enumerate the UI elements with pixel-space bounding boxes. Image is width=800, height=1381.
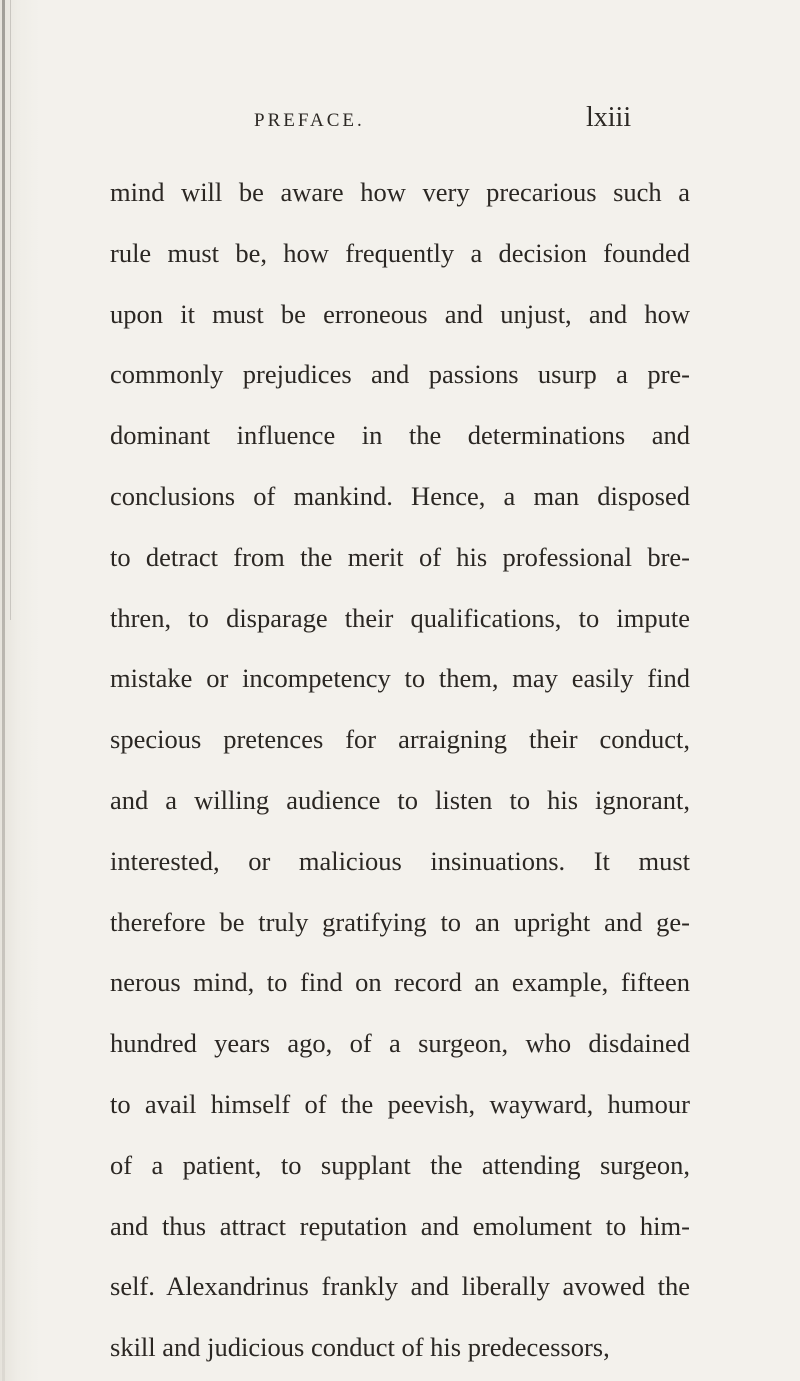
text-line: of a patient, to supplant the attending surgeon, xyxy=(110,1149,690,1180)
text-line: dominant influence in the determinations and xyxy=(110,420,690,451)
text-line: conclusions of mankind. Hence, a man disposed xyxy=(110,480,690,511)
text-line: thren, to disparage their qualifications, to impute xyxy=(110,602,690,633)
text-line: interested, or malicious insinuations. It must xyxy=(110,845,690,876)
text-line: and a willing audience to listen to his ignorant, xyxy=(110,784,690,815)
text-line: commonly prejudices and passions usurp a pre- xyxy=(110,359,690,390)
text-line: and thus attract reputation and emolument to him- xyxy=(110,1210,690,1241)
text-line: hundred years ago, of a surgeon, who disdained xyxy=(110,1028,690,1059)
text-line: self. Alexandrinus frankly and liberally avowed the xyxy=(110,1271,690,1302)
text-line: to detract from the merit of his professional bre- xyxy=(110,541,690,572)
text-line: upon it must be erroneous and unjust, and how xyxy=(110,298,690,329)
page-gutter-edge xyxy=(2,0,5,1381)
text-line: to avail himself of the peevish, wayward, humour xyxy=(110,1088,690,1119)
running-head: PREFACE. xyxy=(254,110,365,131)
text-line: specious pretences for arraigning their conduct, xyxy=(110,724,690,755)
page-gutter-shadow xyxy=(10,0,11,620)
page-header xyxy=(0,98,800,138)
text-line: mistake or incompetency to them, may easily find xyxy=(110,663,690,694)
text-line: mind will be aware how very precarious such a xyxy=(110,177,690,207)
text-line: rule must be, how frequently a decision founded xyxy=(110,237,690,268)
body-text xyxy=(110,162,690,1378)
text-line: skill and judicious conduct of his predecessors, xyxy=(110,1332,610,1363)
page-number: lxiii xyxy=(586,102,632,133)
text-line: nerous mind, to find on record an example, fifteen xyxy=(110,967,690,998)
text-line: therefore be truly gratifying to an upright and ge- xyxy=(110,906,690,937)
